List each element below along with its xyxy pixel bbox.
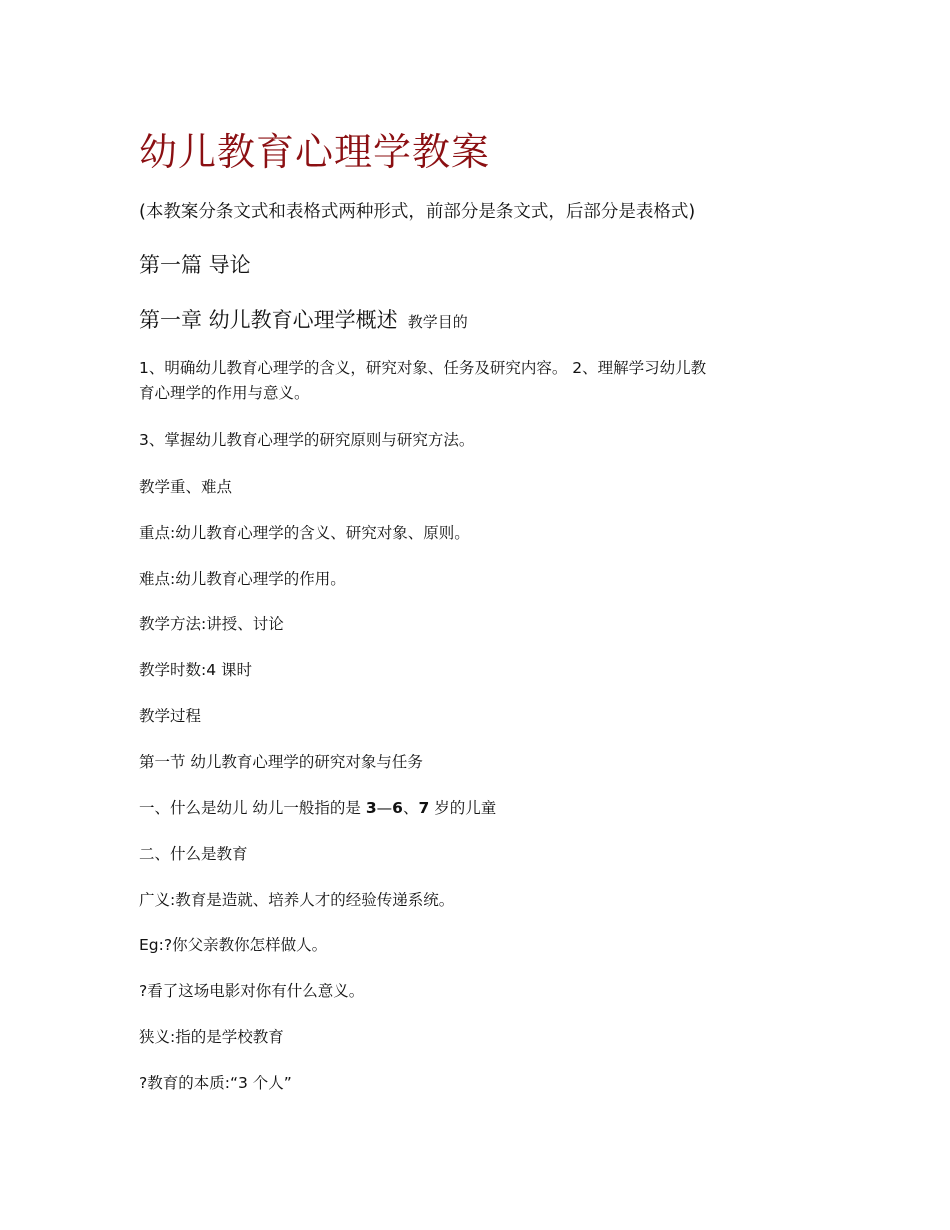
child-age-6: 6 xyxy=(392,799,403,817)
paragraph-process: 教学过程 xyxy=(139,707,202,725)
paragraph-difficulties: 难点:幼儿教育心理学的作用。 xyxy=(139,570,346,588)
part-heading: 第一篇 导论 xyxy=(139,253,251,277)
chapter-aside: 教学目的 xyxy=(407,313,468,331)
section-heading-1: 第一节 幼儿教育心理学的研究对象与任务 xyxy=(139,753,423,771)
paragraph-example-1: Eg:?你父亲教你怎样做人。 xyxy=(139,936,328,954)
paragraph-key-points-heading: 教学重、难点 xyxy=(139,478,233,496)
paragraph-what-is-education: 二、什么是教育 xyxy=(139,845,248,863)
paragraph-broad-definition: 广义:教育是造就、培养人才的经验传递系统。 xyxy=(139,891,455,909)
paragraph-what-is-child xyxy=(139,796,819,821)
paragraph-objective-3: 3、掌握幼儿教育心理学的研究原则与研究方法。 xyxy=(139,431,475,449)
chapter-title: 第一章 幼儿教育心理学概述 xyxy=(139,308,398,332)
document-subtitle: (本教案分条文式和表格式两种形式，前部分是条文式，后部分是表格式) xyxy=(139,202,696,222)
paragraph-essence: ?教育的本质:“3 个人” xyxy=(139,1074,292,1092)
paragraph-narrow-definition: 狭义:指的是学校教育 xyxy=(139,1028,284,1046)
paragraph-hours: 教学时数:4 课时 xyxy=(139,661,253,679)
paragraph-objectives-line2: 育心理学的作用与意义。 xyxy=(139,384,310,402)
child-text-a: 一、什么是幼儿 幼儿一般指的是 xyxy=(139,799,366,817)
child-age-3: 3 xyxy=(365,799,377,817)
paragraph-example-2: ?看了这场电影对你有什么意义。 xyxy=(139,982,365,1000)
document-title: 幼儿教育心理学教案 xyxy=(139,130,491,174)
child-age-7: 7 xyxy=(418,799,430,817)
child-sep: 、 xyxy=(402,799,419,817)
chapter-heading xyxy=(139,304,468,338)
paragraph-objectives-line1: 1、明确幼儿教育心理学的含义，研究对象、任务及研究内容。 2、理解学习幼儿教 xyxy=(139,359,707,377)
paragraph-key-points: 重点:幼儿教育心理学的含义、研究对象、原则。 xyxy=(139,524,470,542)
child-text-g: 岁的儿童 xyxy=(429,799,497,817)
paragraph-methods: 教学方法:讲授、讨论 xyxy=(139,615,284,633)
child-dash: — xyxy=(376,799,393,817)
